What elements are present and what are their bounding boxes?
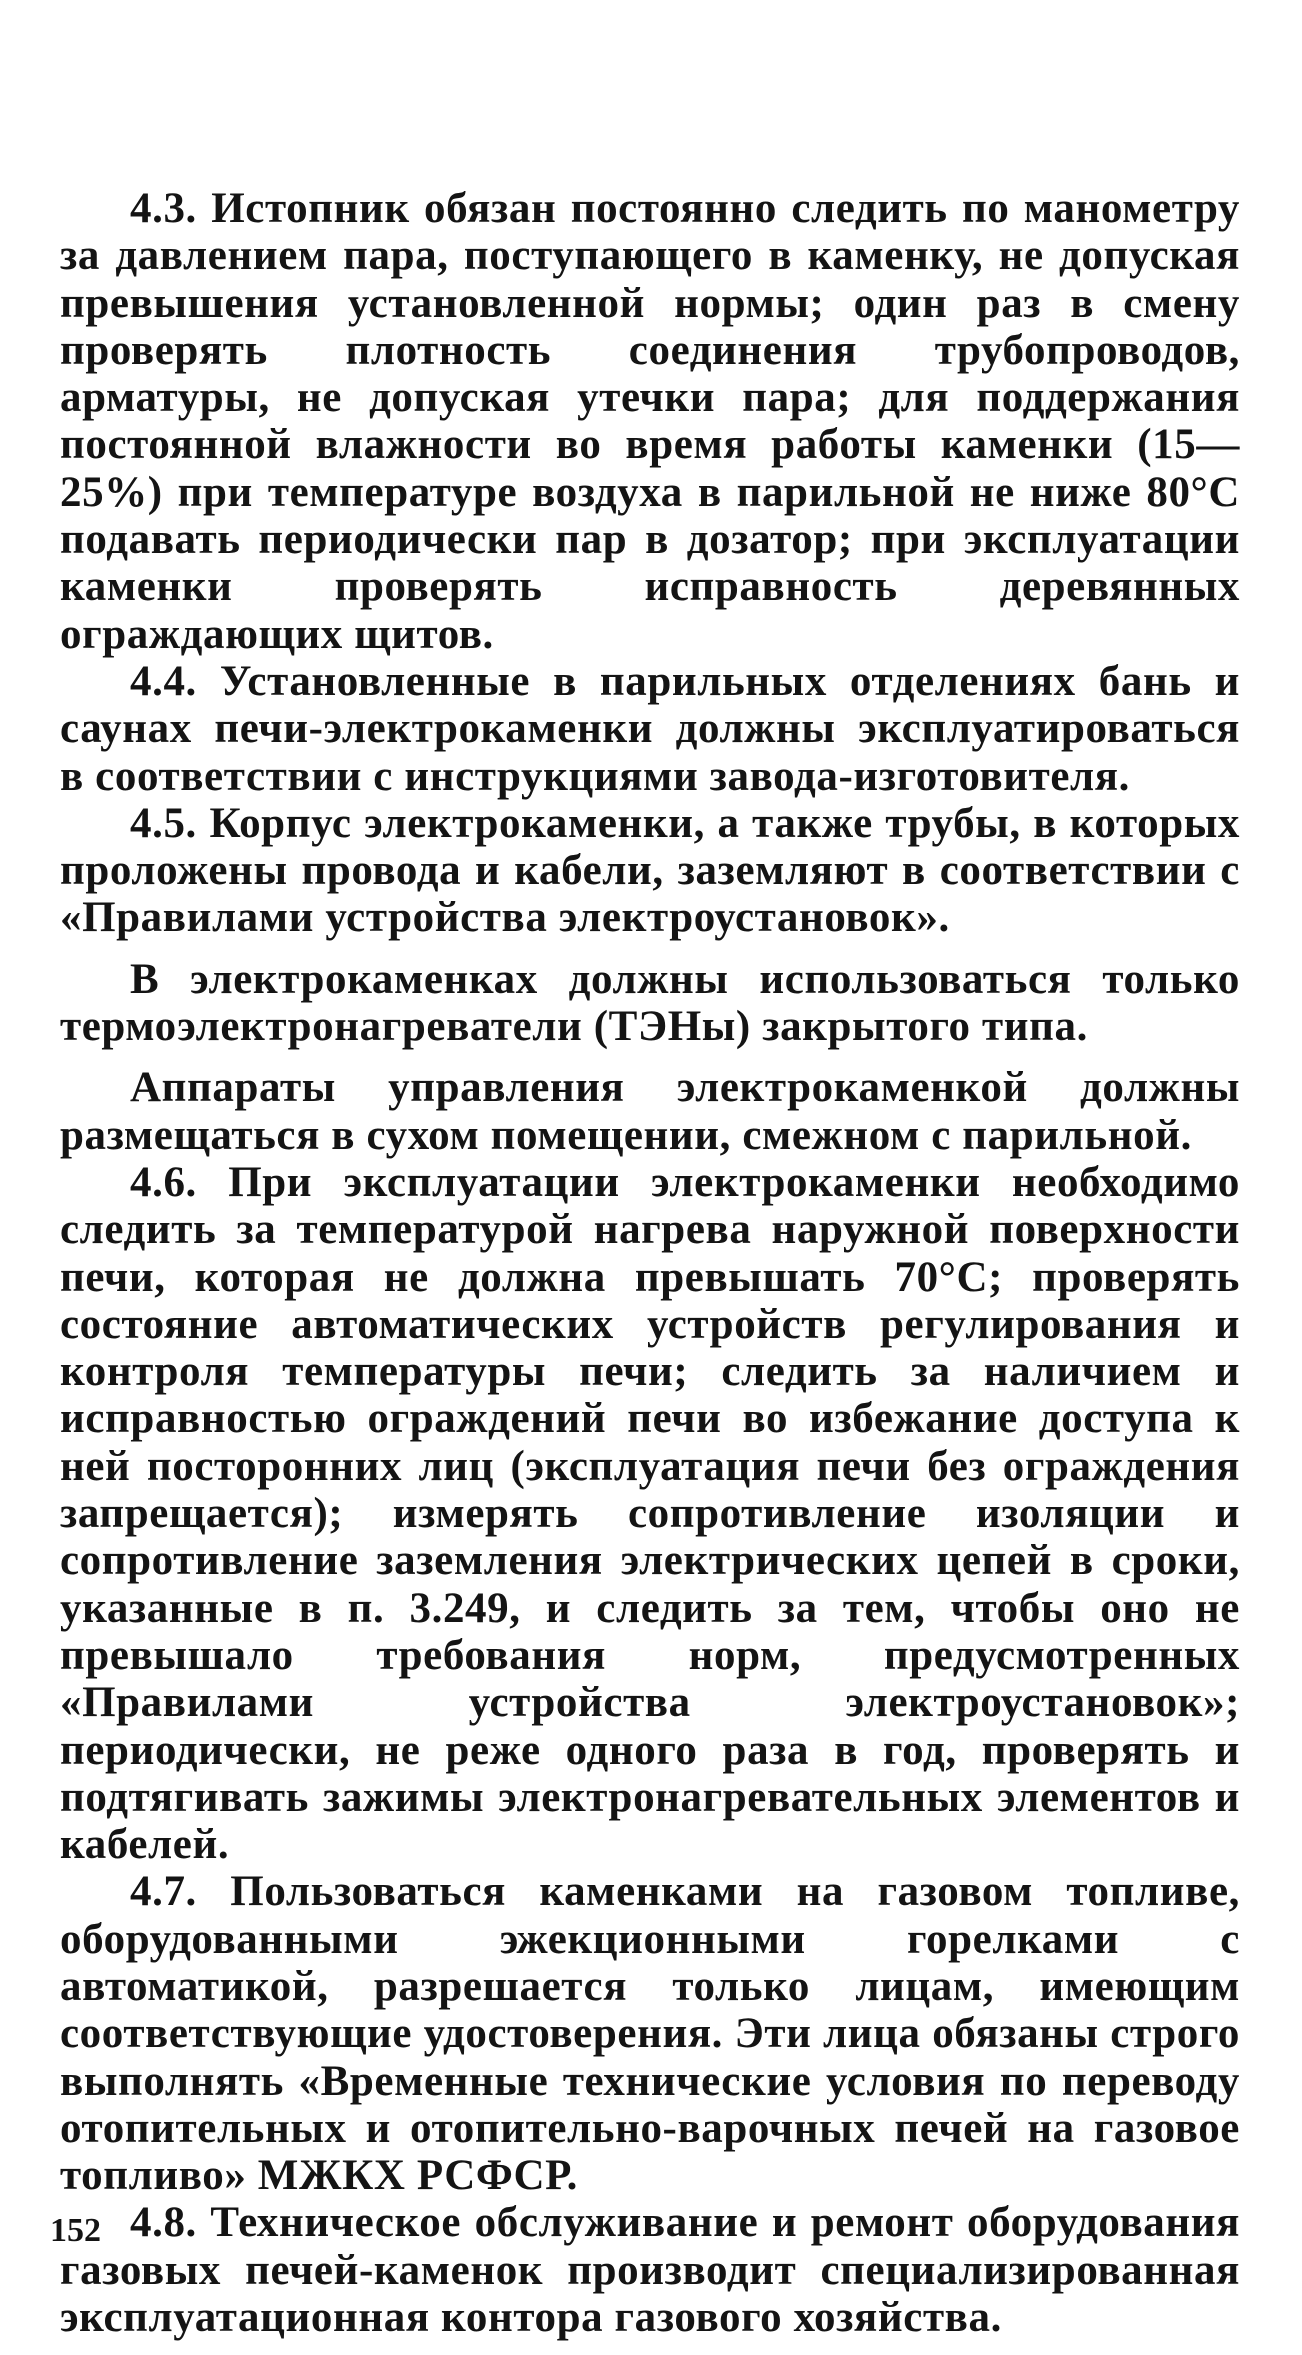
paragraph-4-4: 4.4. Установленные в парильных отделениях бань и саунах печи-электрокаменки должны эксплуатироваться в соответствии с инструкциями завода-изготовителя.	[60, 657, 1240, 800]
paragraph-4-5: 4.5. Корпус электрокаменки, а также трубы, в которых проложены провода и кабели, заземляют в соответствии с «Правилами устройства электроустановок».	[60, 799, 1240, 942]
paragraph-tens: В электрокаменках должны использоваться только термоэлектронагреватели (ТЭНы) закрытого типа.	[60, 955, 1240, 1051]
paragraph-4-6: 4.6. При эксплуатации электрокаменки необходимо следить за температурой нагрева наружной поверхности печи, которая не должна превышать 70°С; проверять состояние автоматических устройств регулирования и контроля температуры печи; следить за наличием и исправностью ограждений печи во избежание доступа к ней посторонних лиц (эксплуатация печи без ограждения запрещается); измерять сопротивление изоляции и сопротивление заземления электрических цепей в сроки, указанные в п. 3.249, и следить за тем, чтобы оно не превышало требования норм, предусмотренных «Правилами устройства электроустановок»; периодически, не реже одного раза в год, проверять и подтягивать зажимы электронагревательных элементов и кабелей.	[60, 1158, 1240, 1869]
paragraph-4-3: 4.3. Истопник обязан постоянно следить по манометру за давлением пара, поступающего в каменку, не допуская превышения установленной нормы; один раз в смену проверять плотность соединения трубопроводов, арматуры, не допуская утечки пара; для поддержания постоянной влажности во время работы каменки (15—25%) при температуре воздуха в парильной не ниже 80°С подавать периодически пар в дозатор; при эксплуатации каменки проверять исправность деревянных ограждающих щитов.	[60, 185, 1240, 658]
document-body	[60, 185, 1240, 2341]
paragraph-4-7: 4.7. Пользоваться каменками на газовом топливе, оборудованными эжекционными горелками с автоматикой, разрешается только лицам, имеющим соответствующие удостоверения. Эти лица обязаны строго выполнять «Временные технические условия по переводу отопительных и отопительно-варочных печей на газовое топливо» МЖКХ РСФСР.	[60, 1868, 1240, 2200]
paragraph-control-apparatus: Аппараты управления электрокаменкой должны размещаться в сухом помещении, смежном с парильной.	[60, 1064, 1240, 1159]
paragraph-4-8: 4.8. Техническое обслуживание и ремонт оборудования газовых печей-каменок производит специализированная эксплуатационная контора газового хозяйства.	[60, 2199, 1240, 2342]
page-number: 152	[50, 2212, 101, 2249]
